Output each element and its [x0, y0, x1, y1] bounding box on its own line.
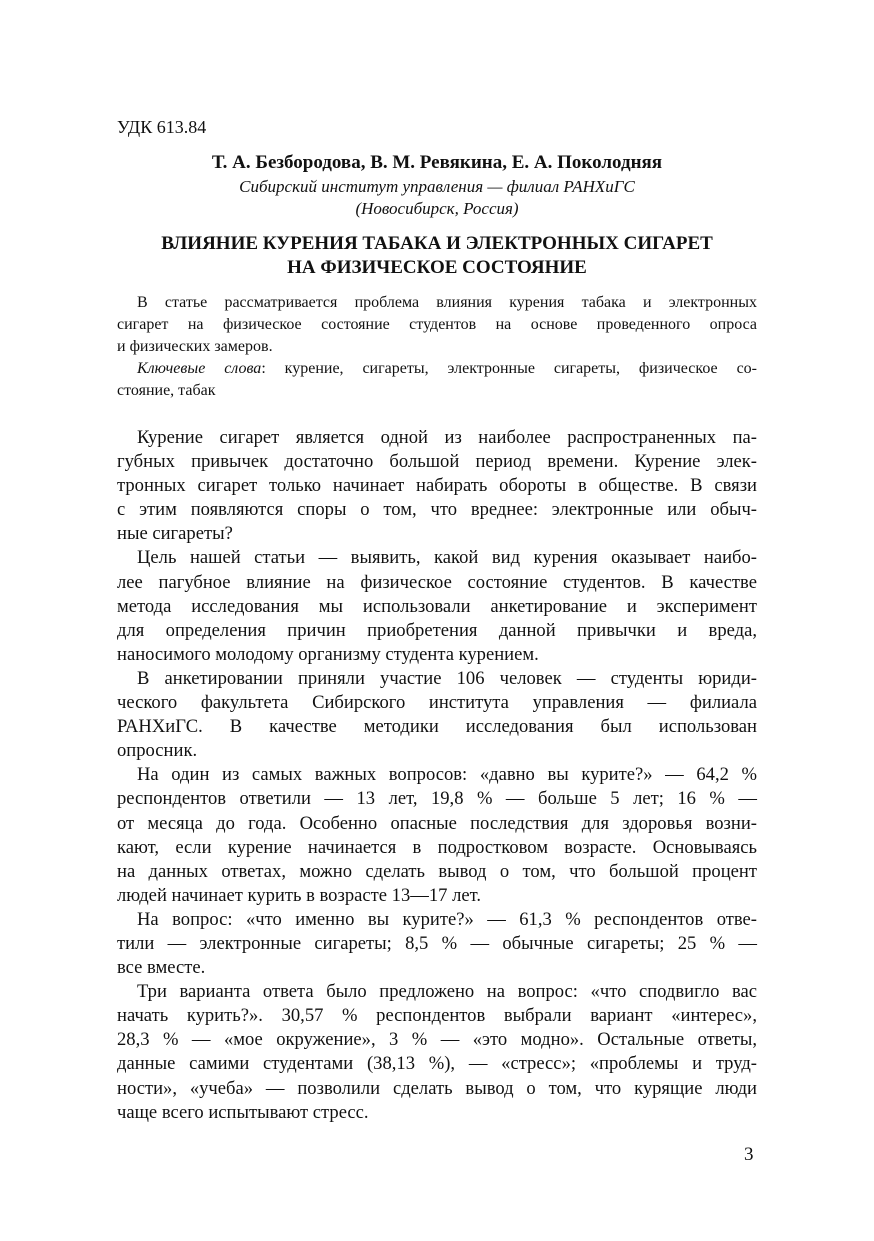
- text-line: чаще всего испытывают стресс.: [117, 1101, 369, 1123]
- text-line: ческого факультета Сибирского института управления — филиала: [117, 692, 757, 714]
- authors: Т. А. Безбородова, В. М. Ревякина, Е. А. Поколодняя: [211, 152, 663, 173]
- keywords: [117, 358, 757, 402]
- title-line: ВЛИЯНИЕ КУРЕНИЯ ТАБАКА И ЭЛЕКТРОННЫХ СИГАРЕТ: [161, 233, 713, 254]
- text-line: от месяца до года. Особенно опасные последствия для здоровья возни-: [117, 812, 757, 834]
- text-line: [117, 358, 757, 380]
- article-title: [117, 232, 757, 280]
- text-line: РАНХиГС. В качестве методики исследования был использован: [117, 716, 757, 738]
- text-line: ные сигареты?: [117, 523, 233, 545]
- text-line: начать курить?». 30,57 % респондентов выбрали вариант «интерес»,: [117, 1005, 757, 1027]
- text-line: Три варианта ответа было предложено на вопрос: «что сподвигло вас: [137, 981, 757, 1003]
- body-paragraph: [117, 426, 757, 546]
- text-line: все вместе.: [117, 957, 206, 979]
- title-line: НА ФИЗИЧЕСКОЕ СОСТОЯНИЕ: [287, 257, 587, 278]
- text-line: Цель нашей статьи — выявить, какой вид курения оказывает наибо-: [137, 547, 757, 569]
- text-line: респондентов ответили — 13 лет, 19,8 % — больше 5 лет; 16 % —: [117, 788, 757, 810]
- text-line: с этим появляются споры о том, что вреднее: электронные или обыч-: [117, 499, 757, 521]
- body-paragraph: [117, 763, 757, 908]
- text-line: стояние, табак: [117, 382, 216, 399]
- text-line: опросник.: [117, 740, 198, 762]
- udk-code: УДК 613.84: [117, 117, 207, 137]
- text-line: на данных ответах, можно сделать вывод о том, что большой процент: [117, 860, 757, 882]
- text-line: На вопрос: «что именно вы курите?» — 61,3 % респондентов отве-: [137, 908, 757, 930]
- keywords-text: : курение, сигареты, электронные сигареты, физическое со-: [261, 360, 757, 377]
- body-paragraph: [117, 908, 757, 980]
- body-paragraph: [117, 667, 757, 763]
- text-line: губных привычек достаточно большой период времени. Курение элек-: [117, 451, 757, 473]
- body-paragraph: [117, 980, 757, 1125]
- affiliation-line: (Новосибирск, Россия): [355, 199, 519, 218]
- text-line: сигарет на физическое состояние студентов на основе проведенного опроса: [117, 316, 757, 333]
- affiliation-line: Сибирский институт управления — филиал РАНХиГС: [239, 177, 635, 196]
- text-line: На один из самых важных вопросов: «давно вы курите?» — 64,2 %: [137, 764, 757, 786]
- text-line: метода исследования мы использовали анкетирование и эксперимент: [117, 595, 757, 617]
- abstract: [117, 292, 757, 402]
- body-paragraph: [117, 546, 757, 666]
- text-line: и физических замеров.: [117, 338, 273, 355]
- text-line: данные самими студентами (38,13 %), — «стресс»; «проблемы и труд-: [117, 1053, 757, 1075]
- text-line: наносимого молодому организму студента курением.: [117, 643, 539, 665]
- keywords-label: Ключевые слова: [137, 360, 262, 377]
- text-line: лее пагубное влияние на физическое состояние студентов. В качестве: [117, 571, 757, 593]
- text-line: ности», «учеба» — позволили сделать вывод о том, что курящие люди: [117, 1077, 757, 1099]
- article-body: [117, 426, 757, 1125]
- text-line: 28,3 % — «мое окружение», 3 % — «это модно». Остальные ответы,: [117, 1029, 757, 1051]
- text-line: Курение сигарет является одной из наиболее распространенных па-: [137, 427, 757, 448]
- text-line: людей начинает курить в возрасте 13—17 лет.: [117, 884, 481, 906]
- text-line: для определения причин приобретения данной привычки и вреда,: [117, 619, 757, 641]
- abstract-paragraph: [117, 292, 757, 358]
- affiliation: [117, 176, 757, 220]
- page-number: 3: [744, 1144, 754, 1165]
- text-line: В анкетировании приняли участие 106 человек — студенты юриди-: [137, 667, 757, 689]
- text-line: кают, если курение начинается в подростковом возрасте. Основываясь: [117, 836, 757, 858]
- text-line: тили — электронные сигареты; 8,5 % — обычные сигареты; 25 % —: [117, 932, 757, 954]
- text-line: тронных сигарет только начинает набирать обороты в обществе. В связи: [117, 475, 757, 497]
- text-line: В статье рассматривается проблема влияния курения табака и электронных: [137, 294, 757, 311]
